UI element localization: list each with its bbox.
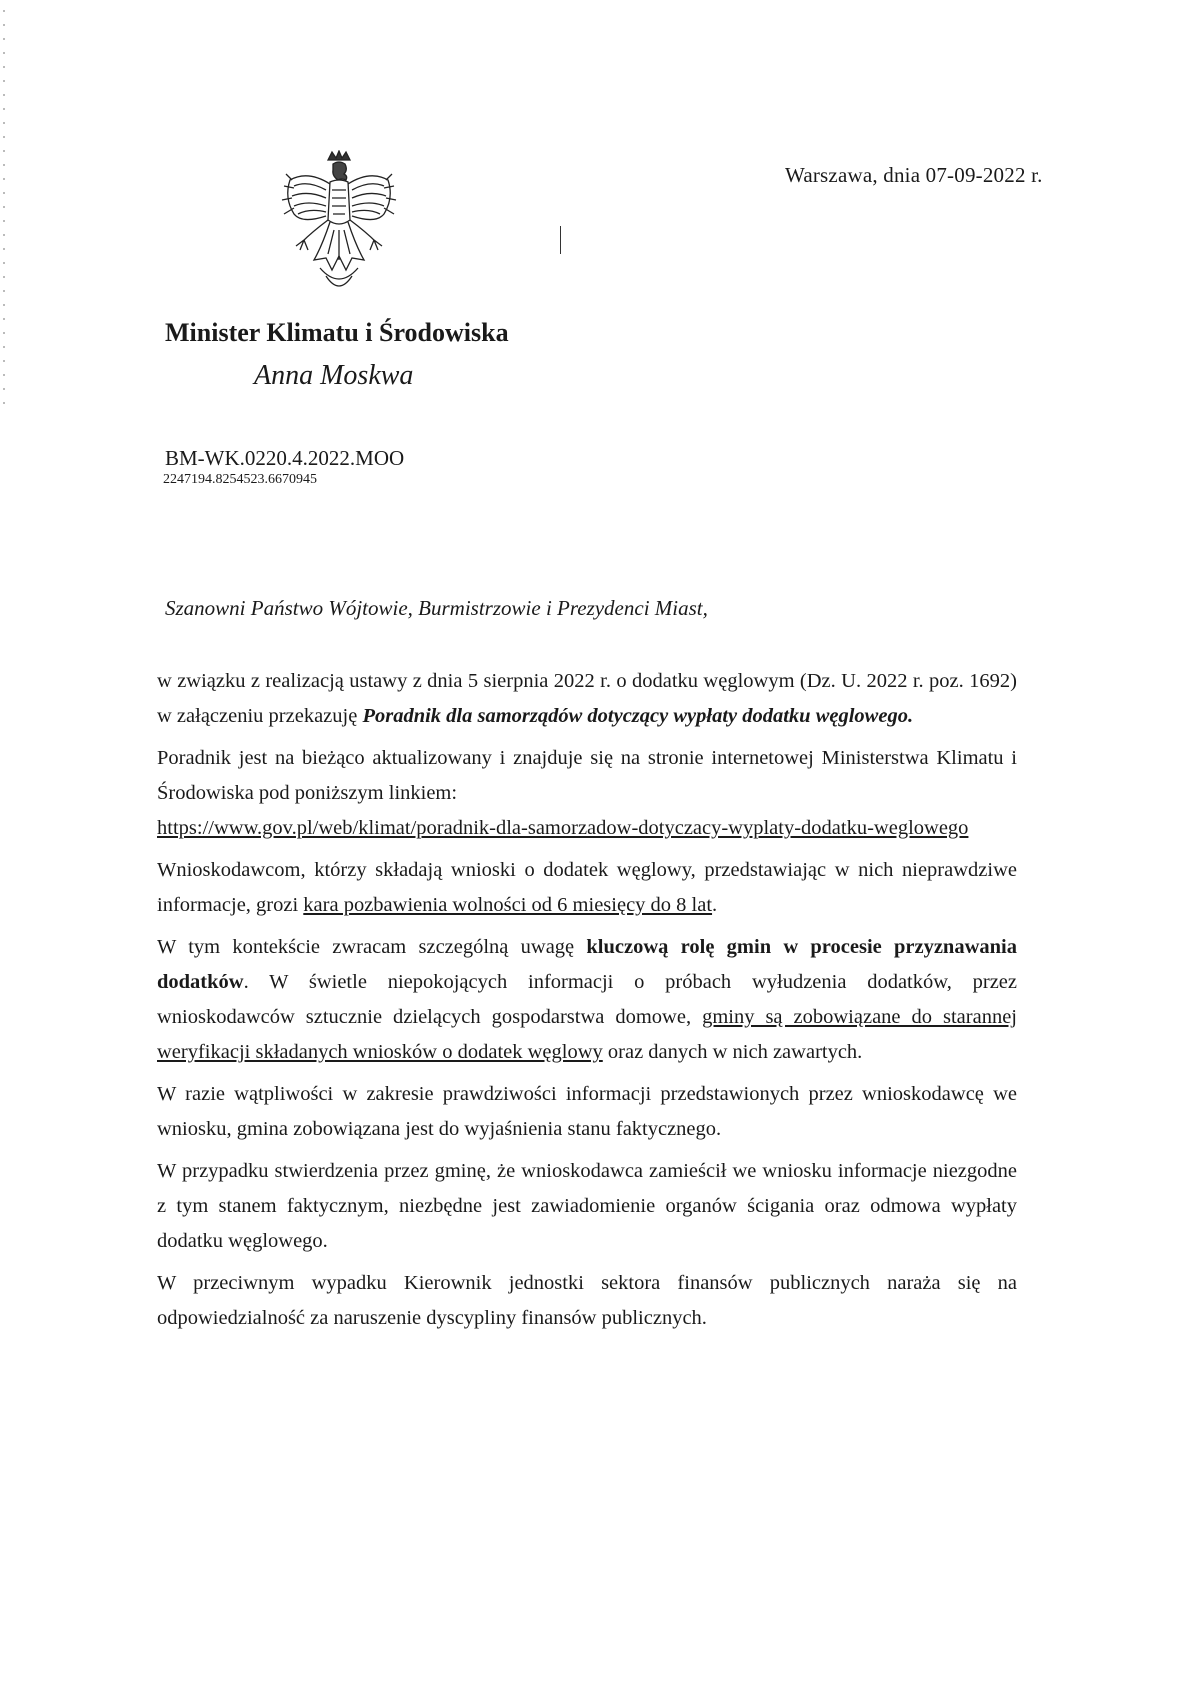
sender-name: Anna Moskwa: [254, 360, 414, 391]
guide-title: Poradnik dla samorządów dotyczący wypłaty dodatku węglowego.: [362, 705, 914, 727]
sender-title: Minister Klimatu i Środowiska: [165, 318, 509, 347]
reference-sign: BM-WK.0220.4.2022.MOO: [165, 446, 405, 470]
paragraph-7: W przeciwnym wypadku Kierownik jednostki sektora finansów publicznych naraża się na odpowiedzialność za naruszenie dyscypliny finansów publicznych.: [157, 1272, 1017, 1329]
salutation: Szanowni Państwo Wójtowie, Burmistrzowie i Prezydenci Miast,: [165, 596, 708, 620]
paragraph-2-text: Poradnik jest na bieżąco aktualizowany i znajduje się na stronie internetowej Ministerstwa Klimatu i Środowiska pod poniższym linkiem:: [157, 747, 1017, 804]
paragraph-4: [157, 930, 1017, 1070]
reference-id: 2247194.8254523.6670945: [163, 472, 317, 487]
key-role-text: kluczową rolę gmin w procesie przyznawania dodatków: [157, 936, 1017, 993]
paragraph-5: W razie wątpliwości w zakresie prawdziwości informacji przedstawionych przez wnioskodawcę we wniosku, gmina zobowiązana jest do wyjaśnienia stanu faktycznego.: [157, 1083, 1017, 1140]
paragraph-1: [157, 664, 1017, 734]
paragraph-3: [157, 853, 1017, 923]
paragraph-6: W przypadku stwierdzenia przez gminę, że wnioskodawca zamieścił we wniosku informacje niezgodne z tym stanem faktycznym, niezbędne jest zawiadomienie organów ścigania oraz odmowa wypłaty dodatku węglowego.: [157, 1160, 1017, 1252]
paragraph-4-middle: . W świetle niepokojących informacji o próbach wyłudzenia dodatków, przez wnioskodawców sztucznie dzielących gospodarstwa domowe,: [157, 971, 1017, 1028]
paragraph-2: [157, 741, 1017, 846]
paragraph-3-text: Wnioskodawcom, którzy składają wnioski o dodatek węglowy, przedstawiając w nich nieprawdziwe informacje, grozi: [157, 859, 1017, 916]
letter-date: Warszawa, dnia 07-09-2022 r.: [785, 163, 1043, 187]
paragraph-4-end: oraz danych w nich zawartych.: [602, 1041, 863, 1063]
polish-eagle-emblem-icon: [278, 150, 400, 298]
scan-margin-marks: [3, 10, 5, 410]
letter-body: [157, 664, 1017, 1343]
penalty-text: kara pozbawienia wolności od 6 miesięcy do 8 lat: [303, 894, 713, 916]
paragraph-1-text: w związku z realizacją ustawy z dnia 5 sierpnia 2022 r. o dodatku węglowym (Dz. U. 2022 r. poz. 1692) w załączeniu przekazuję: [157, 670, 1017, 727]
guide-link[interactable]: https://www.gov.pl/web/klimat/poradnik-dla-samorzadow-dotyczacy-wyplaty-dodatku-weglowego: [157, 817, 969, 839]
scan-mark: [560, 226, 561, 254]
paragraph-3-end: .: [712, 894, 718, 916]
paragraph-4-text: W tym kontekście zwracam szczególną uwagę: [157, 936, 587, 958]
verification-duty-text: gminy są zobowiązane do starannej weryfikacji składanych wniosków o dodatek węglowy: [157, 1006, 1017, 1063]
